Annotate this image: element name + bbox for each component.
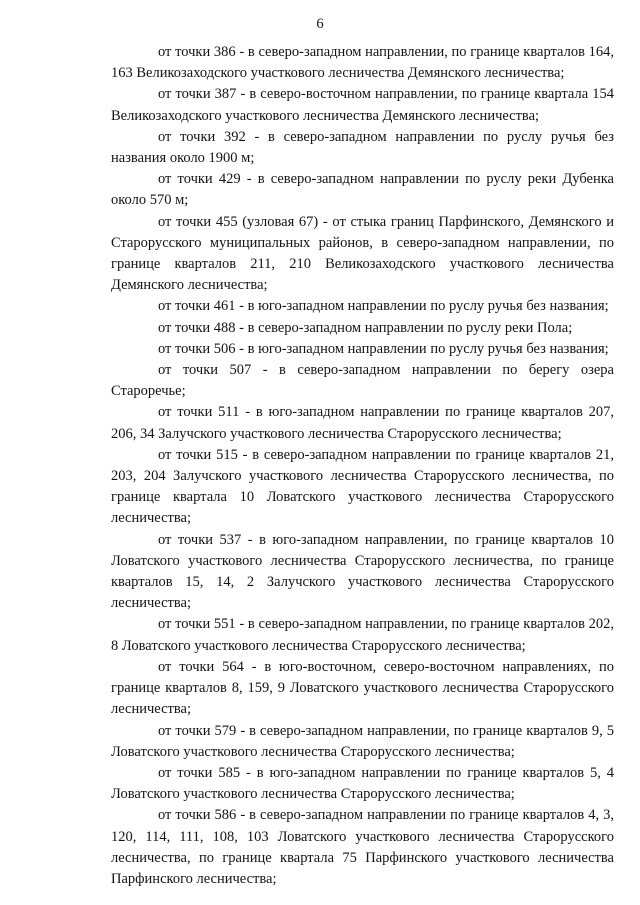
boundary-paragraph: от точки 386 - в северо-западном направлении, по границе кварталов 164, 163 Великозаходского участкового лесничества Демянского лесничества;: [111, 44, 614, 82]
boundary-paragraph: от точки 507 - в северо-западном направлении по берегу озера Староречье;: [111, 362, 614, 400]
boundary-paragraph: от точки 537 - в юго-западном направлении, по границе кварталов 10 Ловатского участкового лесничества Старорусского лесничества, по границе кварталов 15, 14, 2 Залучского участкового лесничества Старорусского лесничества;: [111, 531, 614, 612]
boundary-paragraph: от точки 551 - в северо-западном направлении, по границе кварталов 202, 8 Ловатского участкового лесничества Старорусского лесничества;: [111, 616, 614, 654]
boundary-paragraph: от точки 506 - в юго-западном направлении по руслу ручья без названия;: [158, 340, 609, 357]
boundary-paragraph: от точки 429 - в северо-западном направлении по руслу реки Дубенка около 570 м;: [111, 171, 614, 209]
boundary-paragraph: от точки 579 - в северо-западном направлении, по границе кварталов 9, 5 Ловатского участкового лесничества Старорусского лесничества;: [111, 722, 614, 760]
boundary-paragraph: от точки 564 - в юго-восточном, северо-восточном направлениях, по границе кварталов 8, 159, 9 Ловатского участкового лесничества Старорусского лесничества;: [111, 658, 614, 718]
boundary-paragraph: от точки 515 - в северо-западном направлении по границе кварталов 21, 203, 204 Залучского участкового лесничества Старорусского лесничества, по границе квартала 10 Ловатского участкового лесничества Старорусского лесничества;: [111, 446, 614, 527]
boundary-paragraph: от точки 461 - в юго-западном направлении по руслу ручья без названия;: [158, 298, 609, 315]
document-body: [111, 42, 614, 890]
page-number: 6: [316, 16, 324, 32]
boundary-paragraph: от точки 455 (узловая 67) - от стыка границ Парфинского, Демянского и Старорусского муниципальных районов, в северо-западном направлении, по границе кварталов 211, 210 Великозаходского участкового лесничества Демянского лесничества;: [111, 213, 614, 294]
boundary-paragraph: от точки 585 - в юго-западном направлении по границе кварталов 5, 4 Ловатского участкового лесничества Старорусского лесничества;: [111, 764, 614, 803]
boundary-paragraph: от точки 511 - в юго-западном направлении по границе кварталов 207, 206, 34 Залучского участкового лесничества Старорусского лесничества;: [111, 404, 614, 442]
boundary-paragraph: от точки 488 - в северо-западном направлении по руслу реки Пола;: [158, 319, 573, 336]
boundary-paragraph: от точки 387 - в северо-восточном направлении, по границе квартала 154 Великозаходского участкового лесничества Демянского лесничества;: [111, 86, 614, 124]
boundary-paragraph: от точки 586 - в северо-западном направлении по границе кварталов 4, 3, 120, 114, 111, 108, 103 Ловатского участкового лесничества Старорусского лесничества, по границе квартала 75 Парфинского участкового лесничества Парфинского лесничества;: [111, 807, 614, 887]
boundary-paragraph: от точки 392 - в северо-западном направлении по руслу ручья без названия около 1900 м;: [111, 128, 614, 167]
